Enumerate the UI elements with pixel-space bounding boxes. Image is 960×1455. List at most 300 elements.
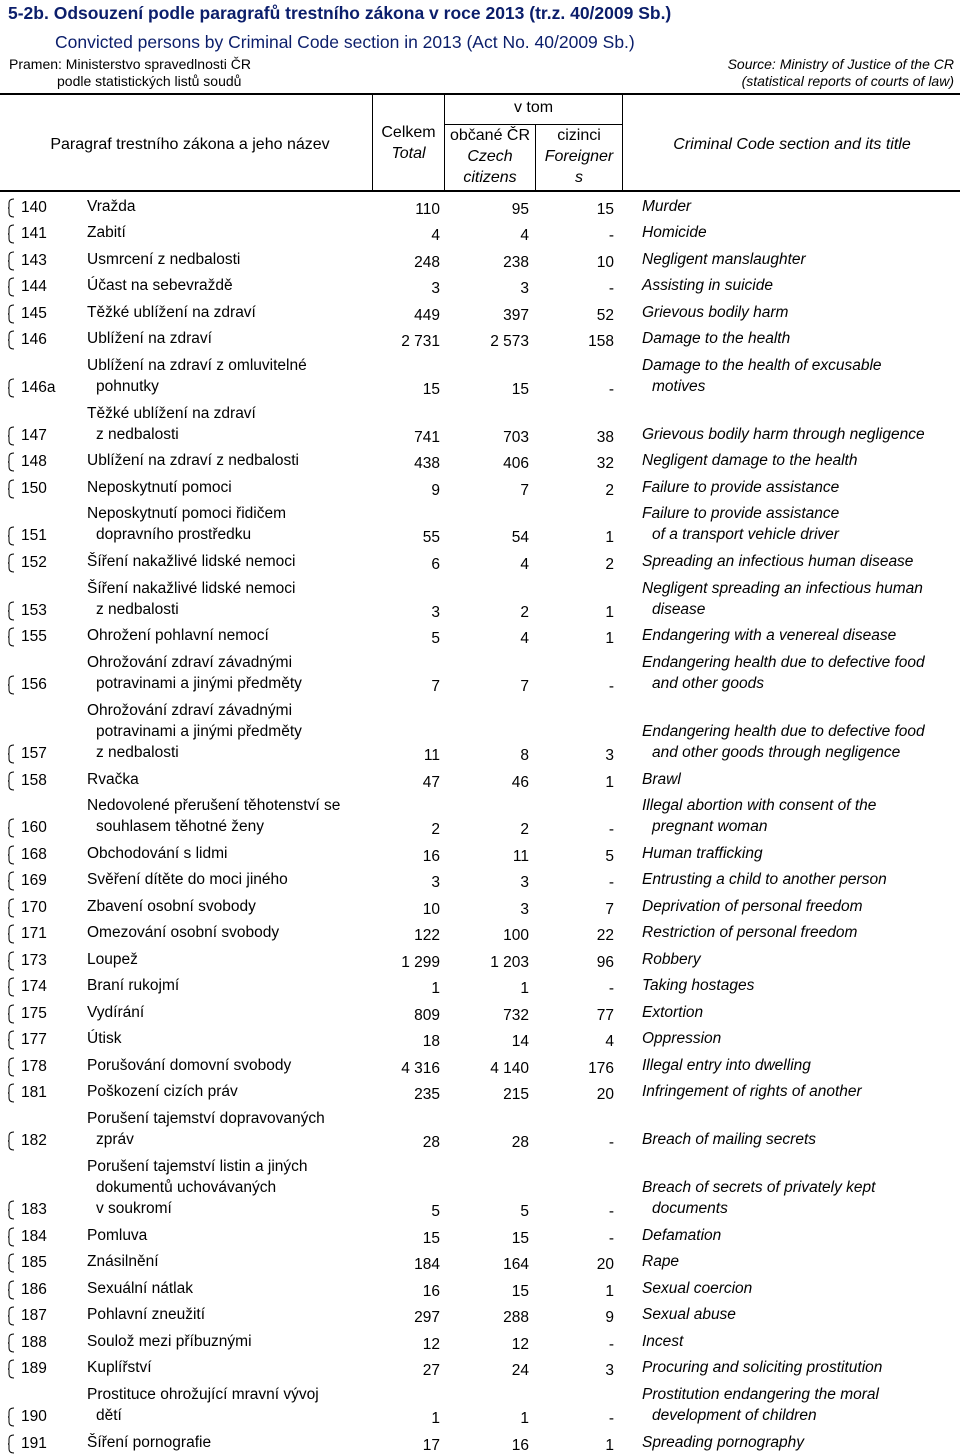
total-value: 18 <box>422 1033 440 1051</box>
czech-citizens-value: 24 <box>511 1362 529 1380</box>
foreigners-value: 77 <box>596 1006 614 1024</box>
row-marker-icon <box>8 898 15 918</box>
header-top-rule <box>0 93 960 95</box>
czech-citizens-value: 215 <box>503 1086 529 1104</box>
foreigners-value: - <box>608 1335 614 1353</box>
foreigners-value: 52 <box>596 306 614 324</box>
section-name-cz <box>87 551 296 572</box>
section-name-cz-line: dopravního prostředku <box>96 526 252 544</box>
section-name-en <box>642 1331 683 1352</box>
table-row <box>0 325 960 352</box>
section-name-cz <box>87 1432 211 1453</box>
section-code: 169 <box>21 872 47 890</box>
section-name-cz-line: zpráv <box>96 1131 134 1149</box>
section-name-cz-line: Útisk <box>87 1030 122 1048</box>
section-name-cz-line: Vražda <box>87 197 136 215</box>
section-name-cz-line: Šíření nakažlivé lidské nemoci <box>87 552 296 570</box>
row-marker-icon <box>8 951 15 971</box>
table-row <box>0 272 960 299</box>
section-name-en-line: Defamation <box>642 1226 722 1244</box>
section-name-en-line: Robbery <box>642 950 701 968</box>
section-name-en-line: development of children <box>652 1407 817 1425</box>
table-row <box>0 892 960 919</box>
section-name-cz-line: Omezování osobní svobody <box>87 924 280 942</box>
foreigners-value: 20 <box>596 1256 614 1274</box>
foreigners-value: - <box>608 227 614 244</box>
section-name-cz <box>87 355 307 397</box>
section-code: 155 <box>21 628 47 646</box>
section-name-en-line: and other goods through negligence <box>652 744 901 762</box>
section-name-cz-line: Nedovolené přerušení těhotenství se <box>87 797 341 815</box>
table-row <box>0 1248 960 1275</box>
row-marker-icon <box>8 601 15 621</box>
table-row <box>0 192 960 219</box>
czech-citizens-value: 46 <box>511 773 529 791</box>
table-row <box>0 1078 960 1105</box>
row-marker-icon <box>8 1359 15 1379</box>
section-name-cz-line: Ohrožování zdraví závadnými <box>87 702 293 720</box>
section-name-cz <box>87 328 212 349</box>
table-row <box>0 866 960 893</box>
section-name-en <box>642 896 863 917</box>
section-name-cz-line: Braní rukojmí <box>87 977 180 995</box>
section-name-cz <box>87 896 256 917</box>
section-code: 177 <box>21 1031 47 1049</box>
foreigners-value: 1 <box>605 1436 614 1454</box>
section-code: 145 <box>21 304 47 322</box>
total-value: 55 <box>422 529 440 547</box>
section-name-en-line: and other goods <box>652 674 765 692</box>
source-cz-line1: Pramen: Ministerstvo spravedlnosti ČR <box>9 56 251 72</box>
section-name-en <box>642 769 681 790</box>
section-name-cz-line: Neposkytnutí pomoci řidičem <box>87 505 286 523</box>
foreigners-value: 1 <box>605 603 614 621</box>
section-name-en <box>642 721 925 763</box>
table-row <box>0 1221 960 1248</box>
foreigners-value: 3 <box>605 747 614 765</box>
total-value: 11 <box>423 747 440 765</box>
table-row <box>0 574 960 622</box>
row-marker-icon <box>8 1333 15 1353</box>
section-name-cz-line: souhlasem těhotné ženy <box>96 818 265 836</box>
table-row <box>0 1152 960 1221</box>
section-code: 168 <box>21 845 47 863</box>
col-header-total-cz: Celkem <box>381 124 436 141</box>
table-row <box>0 1354 960 1381</box>
table-row <box>0 500 960 548</box>
foreigners-value: 1 <box>605 529 614 547</box>
foreigners-value: 2 <box>605 555 614 573</box>
section-name-cz <box>87 1331 252 1352</box>
section-name-en-line: documents <box>652 1200 728 1218</box>
section-code: 174 <box>21 978 47 996</box>
table-row <box>0 473 960 500</box>
foreigners-value: 9 <box>605 1309 614 1327</box>
section-code: 178 <box>21 1057 47 1075</box>
czech-citizens-value: 397 <box>503 306 529 324</box>
table-row <box>0 547 960 574</box>
total-value: 3 <box>431 603 440 621</box>
col-header-section-en: Criminal Code section and its title <box>673 136 911 153</box>
section-name-cz <box>87 625 269 646</box>
row-marker-icon <box>8 526 15 546</box>
section-name-cz <box>87 652 302 694</box>
czech-citizens-value: 14 <box>511 1033 529 1051</box>
row-marker-icon <box>8 251 15 271</box>
section-name-cz-line: potravinami a jinými předměty <box>96 674 302 692</box>
section-name-cz <box>87 249 240 270</box>
section-name-en <box>642 503 839 545</box>
table-row <box>0 447 960 474</box>
section-name-cz <box>87 450 299 471</box>
section-name-cz-line: Porušení tajemství dopravovaných <box>87 1110 325 1128</box>
section-name-cz <box>87 869 288 890</box>
foreigners-value: 20 <box>596 1086 614 1104</box>
total-value: 4 <box>431 227 440 244</box>
section-name-cz-line: Usmrcení z nedbalosti <box>87 250 241 268</box>
section-name-en <box>642 1278 752 1299</box>
section-name-en <box>642 1129 816 1150</box>
foreigners-value: - <box>608 821 614 839</box>
row-marker-icon <box>8 479 15 499</box>
section-name-cz <box>87 1357 152 1378</box>
col-header-czech-en: Czech <box>467 148 513 165</box>
section-name-en-line: disease <box>652 600 706 618</box>
foreigners-value: 1 <box>605 773 614 791</box>
section-name-en-line: Spreading an infectious human disease <box>642 552 914 570</box>
section-code: 186 <box>21 1280 47 1298</box>
section-name-en-line: pregnant woman <box>652 818 768 836</box>
section-code: 160 <box>21 819 47 837</box>
total-value: 1 <box>431 1410 440 1428</box>
section-name-cz <box>87 275 233 296</box>
czech-citizens-value: 4 <box>520 227 529 244</box>
foreigners-value: 4 <box>605 1033 614 1051</box>
total-value: 449 <box>414 306 440 324</box>
total-value: 184 <box>414 1256 440 1274</box>
section-name-cz-line: Porušení tajemství listin a jiných <box>87 1158 308 1176</box>
foreigners-value: 1 <box>605 630 614 648</box>
section-name-cz-line: Ublížení na zdraví z nedbalosti <box>87 452 299 470</box>
section-name-cz-line: z nedbalosti <box>96 600 179 618</box>
section-code: 143 <box>21 251 47 269</box>
total-value: 9 <box>431 481 440 499</box>
row-marker-icon <box>8 627 15 647</box>
czech-citizens-value: 28 <box>511 1134 529 1152</box>
table-row <box>0 945 960 972</box>
section-name-cz-line: Loupež <box>87 950 138 968</box>
czech-citizens-value: 164 <box>503 1256 529 1274</box>
source-en-line2: (statistical reports of courts of law) <box>741 73 954 89</box>
czech-citizens-value: 4 <box>520 630 529 648</box>
czech-citizens-value: 703 <box>503 428 529 446</box>
section-name-en-line: Illegal entry into dwelling <box>642 1056 811 1074</box>
total-value: 248 <box>414 253 440 271</box>
total-value: 17 <box>422 1436 440 1454</box>
foreigners-value: 15 <box>596 200 614 218</box>
total-value: 27 <box>422 1362 440 1380</box>
col-header-czech-cz: občané ČR <box>449 127 531 144</box>
section-name-en-line: of a transport vehicle driver <box>652 526 839 544</box>
section-name-cz-line: Soulož mezi příbuznými <box>87 1332 252 1350</box>
section-name-en <box>642 328 790 349</box>
row-marker-icon <box>8 675 15 695</box>
col-header-of-which: v tom <box>513 99 554 116</box>
section-name-en-line: Rape <box>642 1253 680 1271</box>
row-marker-icon <box>8 1200 15 1220</box>
section-name-en <box>642 1432 804 1453</box>
total-value: 15 <box>422 1229 440 1247</box>
section-name-cz-line: Porušování domovní svobody <box>87 1056 292 1074</box>
czech-citizens-value: 2 <box>520 603 529 621</box>
table-row <box>0 648 960 696</box>
row-marker-icon <box>8 1227 15 1247</box>
czech-citizens-value: 15 <box>511 1229 529 1247</box>
source-cz-line2: podle statistických listů soudů <box>57 73 242 89</box>
row-marker-icon <box>8 224 15 244</box>
czech-citizens-value: 7 <box>520 677 529 695</box>
table-row <box>0 839 960 866</box>
section-name-en-line: Grievous bodily harm through negligence <box>642 425 925 443</box>
foreigners-value: 5 <box>605 847 614 865</box>
czech-citizens-value: 8 <box>520 747 529 765</box>
section-name-cz-line: Těžké ublížení na zdraví <box>87 404 256 422</box>
section-name-cz-line: Ublížení na zdraví z omluvitelné <box>87 356 307 374</box>
section-name-cz <box>87 1156 308 1219</box>
total-value: 2 <box>431 821 440 839</box>
section-name-en <box>642 1357 882 1378</box>
section-name-cz-line: Rvačka <box>87 770 139 788</box>
table-row <box>0 998 960 1025</box>
foreigners-value: 2 <box>605 481 614 499</box>
section-name-cz-line: z nedbalosti <box>96 425 179 443</box>
section-name-en <box>642 450 857 471</box>
section-code: 182 <box>21 1132 47 1150</box>
section-name-cz-line: Těžké ublížení na zdraví <box>87 303 256 321</box>
section-code: 141 <box>21 225 47 242</box>
table-row <box>0 351 960 399</box>
row-marker-icon <box>8 744 15 764</box>
czech-citizens-value: 3 <box>520 900 529 918</box>
total-value: 4 316 <box>401 1059 440 1077</box>
section-name-cz-line: Ohrožení pohlavní nemocí <box>87 627 269 645</box>
section-name-cz-line: Šíření pornografie <box>87 1433 212 1451</box>
section-name-en <box>642 551 913 572</box>
section-name-cz <box>87 403 256 445</box>
section-code: 152 <box>21 553 47 571</box>
table-row <box>0 919 960 946</box>
section-name-en-line: Negligent spreading an infectious human <box>642 579 923 597</box>
section-name-cz <box>87 302 256 323</box>
section-name-cz <box>87 922 279 943</box>
total-value: 809 <box>414 1006 440 1024</box>
section-name-en-line: Brawl <box>642 770 681 788</box>
section-name-en-line: Procuring and soliciting prostitution <box>642 1359 883 1377</box>
total-value: 1 299 <box>401 953 440 971</box>
total-value: 28 <box>422 1134 440 1152</box>
foreigners-value: - <box>608 1229 614 1247</box>
table-row <box>0 1428 960 1455</box>
col-header-foreign-cz: cizinci <box>557 127 601 144</box>
section-name-cz-line: z nedbalosti <box>96 744 179 762</box>
section-name-en-line: Breach of secrets of privately kept <box>642 1179 876 1197</box>
row-marker-icon <box>8 277 15 297</box>
section-name-en <box>642 1055 811 1076</box>
section-name-cz <box>87 1028 121 1049</box>
row-marker-icon <box>8 871 15 891</box>
section-name-en <box>642 1384 879 1426</box>
table-row <box>0 399 960 447</box>
section-name-cz <box>87 795 340 837</box>
header-divider <box>622 94 623 190</box>
col-header-foreign <box>536 125 622 188</box>
section-code: 171 <box>21 925 47 943</box>
row-marker-icon <box>8 1057 15 1077</box>
section-name-en <box>642 795 876 837</box>
total-value: 16 <box>422 847 440 865</box>
section-name-cz <box>87 1081 238 1102</box>
section-name-en <box>642 922 857 943</box>
total-value: 2 731 <box>401 333 440 350</box>
section-name-cz <box>87 769 139 790</box>
section-name-en-line: Murder <box>642 197 692 215</box>
total-value: 10 <box>422 900 440 918</box>
section-name-en-line: Breach of mailing secrets <box>642 1131 817 1149</box>
section-code: 151 <box>21 527 47 545</box>
foreigners-value: 7 <box>605 900 614 918</box>
row-marker-icon <box>8 845 15 865</box>
section-code: 184 <box>21 1227 47 1245</box>
row-marker-icon <box>8 1306 15 1326</box>
col-header-total-en: Total <box>391 145 426 162</box>
section-code: 189 <box>21 1360 47 1378</box>
col-header-czech-en: citizens <box>463 169 517 186</box>
table-row <box>0 219 960 246</box>
section-name-cz <box>87 1278 193 1299</box>
foreigners-value: - <box>608 677 614 695</box>
section-name-cz-line: Sexuální nátlak <box>87 1279 193 1297</box>
section-name-en-line: Infringement of rights of another <box>642 1083 862 1101</box>
section-code: 156 <box>21 675 47 693</box>
section-name-en <box>642 1177 875 1219</box>
section-name-en-line: Entrusting a child to another person <box>642 871 887 889</box>
section-name-en-line: Human trafficking <box>642 844 763 862</box>
section-name-cz <box>87 1108 325 1150</box>
czech-citizens-value: 2 573 <box>490 333 529 350</box>
section-code: 170 <box>21 898 47 916</box>
row-marker-icon <box>8 1253 15 1273</box>
section-code: 146a <box>21 378 56 396</box>
czech-citizens-value: 15 <box>511 380 529 398</box>
czech-citizens-value: 5 <box>520 1203 529 1221</box>
section-name-en-line: Deprivation of personal freedom <box>642 897 863 915</box>
section-name-en <box>642 869 887 890</box>
col-header-foreign-en: Foreigner <box>544 148 614 165</box>
section-name-en-line: Extortion <box>642 1003 704 1021</box>
section-name-en-line: Grievous bodily harm <box>642 303 789 321</box>
czech-citizens-value: 732 <box>503 1006 529 1024</box>
section-name-en-line: Failure to provide assistance <box>642 478 840 496</box>
czech-citizens-value: 7 <box>520 481 529 499</box>
total-value: 47 <box>422 773 440 791</box>
section-code: 153 <box>21 601 47 619</box>
section-name-en <box>642 302 788 323</box>
section-name-cz <box>87 949 138 970</box>
section-name-cz-line: Zbavení osobní svobody <box>87 897 256 915</box>
row-marker-icon <box>8 1280 15 1300</box>
section-name-cz <box>87 975 179 996</box>
foreigners-value: 22 <box>596 927 614 945</box>
section-name-cz <box>87 578 296 620</box>
czech-citizens-value: 2 <box>520 821 529 839</box>
czech-citizens-value: 1 <box>520 980 529 998</box>
section-name-en-line: Damage to the health <box>642 330 791 347</box>
section-name-en <box>642 949 701 970</box>
row-marker-icon <box>8 1083 15 1103</box>
total-value: 6 <box>431 555 440 573</box>
section-name-cz <box>87 503 286 545</box>
section-name-cz-line: Prostituce ohrožující mravní vývoj <box>87 1386 319 1404</box>
section-name-cz-line: Ublížení na zdraví <box>87 330 212 347</box>
table-row <box>0 1327 960 1354</box>
section-name-cz-line: Neposkytnutí pomoci <box>87 478 232 496</box>
czech-citizens-value: 54 <box>511 529 529 547</box>
section-name-en <box>642 249 806 270</box>
row-marker-icon <box>8 452 15 472</box>
row-marker-icon <box>8 1030 15 1050</box>
section-name-en <box>642 355 882 397</box>
section-name-en <box>642 625 896 646</box>
czech-citizens-value: 11 <box>512 847 529 865</box>
section-code: 175 <box>21 1004 47 1022</box>
row-marker-icon <box>8 198 15 218</box>
czech-citizens-value: 15 <box>511 1282 529 1300</box>
section-name-en-line: Restriction of personal freedom <box>642 924 858 942</box>
table-row <box>0 1025 960 1052</box>
col-header-total <box>373 122 444 164</box>
czech-citizens-value: 1 203 <box>490 953 529 971</box>
czech-citizens-value: 4 <box>520 555 529 573</box>
foreigners-value: - <box>608 1203 614 1221</box>
total-value: 297 <box>414 1309 440 1327</box>
total-value: 438 <box>414 455 440 473</box>
table-row <box>0 1274 960 1301</box>
total-value: 5 <box>431 630 440 648</box>
foreigners-value: 176 <box>588 1059 614 1077</box>
row-marker-icon <box>8 1004 15 1024</box>
section-code: 183 <box>21 1201 47 1219</box>
section-name-en-line: Damage to the health of excusable <box>642 356 882 374</box>
section-name-cz-line: Zabití <box>87 224 126 241</box>
table-row <box>0 1104 960 1152</box>
czech-citizens-value: 1 <box>520 1410 529 1428</box>
section-code: 190 <box>21 1408 47 1426</box>
row-marker-icon <box>8 818 15 838</box>
section-name-en <box>642 578 923 620</box>
foreigners-value: 38 <box>596 428 614 446</box>
section-name-en-line: Assisting in suicide <box>642 277 773 294</box>
section-name-cz-line: Znásilnění <box>87 1253 159 1271</box>
foreigners-value: 96 <box>596 953 614 971</box>
section-name-cz-line: dětí <box>96 1407 122 1425</box>
foreigners-value: - <box>608 874 614 892</box>
table-row <box>0 622 960 649</box>
section-name-cz-line: Poškození cizích práv <box>87 1083 238 1101</box>
section-name-cz <box>87 1304 205 1325</box>
section-name-cz-line: Účast na sebevraždě <box>87 277 233 294</box>
section-name-cz-line: pohnutky <box>96 377 159 395</box>
section-name-en-line: Negligent manslaughter <box>642 250 806 268</box>
